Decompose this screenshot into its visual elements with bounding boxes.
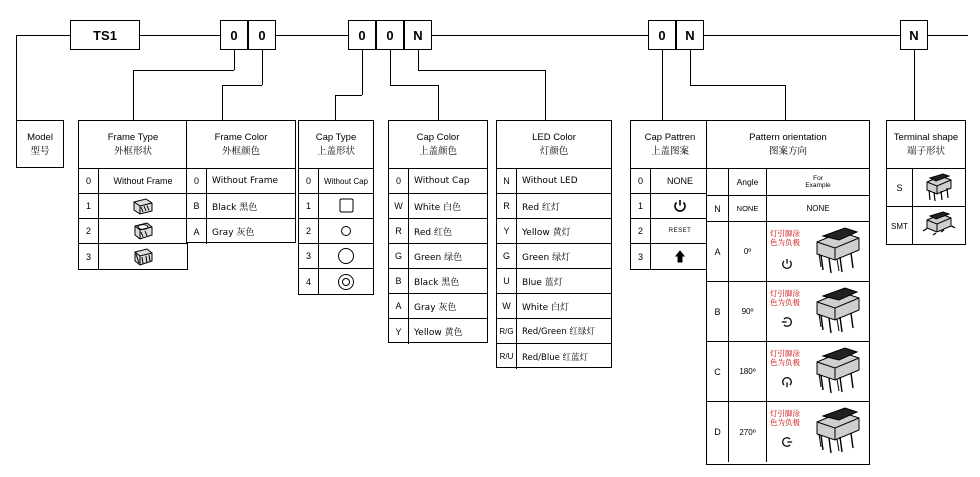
frame-type-header-en: Frame Type: [107, 132, 159, 143]
power-icon: [651, 194, 709, 218]
table-row: [497, 219, 611, 244]
connector-line: [418, 50, 419, 70]
frame-shape-1-icon: [99, 194, 187, 218]
table-frame-type: [78, 120, 188, 270]
row-code: B: [707, 282, 729, 341]
code-box-frame-type: [220, 20, 248, 50]
table-cap-color: [388, 120, 488, 343]
pattern-orientation-header-zh: 图案方向: [768, 146, 807, 157]
switch-photo: [807, 226, 867, 278]
row-angle: 90º: [729, 282, 767, 341]
table-row: [707, 342, 869, 402]
table-row: [497, 294, 611, 319]
table-row: [887, 207, 965, 245]
row-label: White 白色: [414, 202, 462, 213]
row-code: 4: [299, 269, 319, 294]
connector-line: [390, 85, 438, 86]
smt-terminal-icon: [913, 207, 965, 245]
arrow-up-icon: [651, 244, 709, 269]
row-code: N: [707, 196, 729, 221]
row-code: 1: [79, 194, 99, 218]
connector-line: [140, 35, 220, 36]
power-icon: [781, 376, 793, 388]
connector-line: [690, 50, 691, 85]
reset-label: RESET: [668, 228, 692, 234]
row-code: R: [389, 219, 409, 243]
row-label: Black 黑色: [414, 277, 460, 288]
row-code: N: [497, 169, 517, 193]
table-row: [389, 194, 487, 219]
table-led-color: [496, 120, 612, 368]
row-label: Gray 灰色: [414, 302, 457, 313]
table-row: [389, 269, 487, 294]
code-box-model-label: TS1: [93, 27, 117, 43]
row-label: Yellow 黄色: [414, 328, 463, 338]
power-icon: [781, 258, 793, 270]
row-code: 2: [79, 219, 99, 243]
model-header-en: Model: [27, 131, 53, 143]
row-code: D: [707, 402, 729, 462]
connector-line: [418, 70, 545, 71]
polarity-note: 灯引脚涂 色为负极: [770, 409, 800, 427]
power-icon: [781, 436, 793, 448]
connector-line: [785, 85, 786, 120]
cap-type-header-zh: 上盖形状: [316, 146, 355, 157]
table-row: [497, 344, 611, 369]
led-color-header-zh: 灯颜色: [539, 146, 569, 157]
row-example: [767, 342, 869, 401]
row-label: Red 红色: [414, 227, 452, 238]
code-box-model: [70, 20, 140, 50]
polarity-note: 灯引脚涂 色为负极: [770, 229, 800, 247]
table-row: [497, 244, 611, 269]
table-row: [497, 269, 611, 294]
connector-line: [133, 70, 134, 120]
row-code: A: [389, 294, 409, 318]
table-frame-color: [186, 120, 296, 243]
connector-line: [662, 50, 663, 120]
cap-type-header-en: Cap Type: [315, 132, 357, 143]
row-label: NONE: [666, 176, 693, 186]
table-row: [187, 194, 295, 219]
code-box-led-color-label: N: [413, 27, 423, 43]
cap-color-header-zh: 上盖颜色: [418, 146, 457, 157]
polarity-note: 灯引脚涂 色为负极: [770, 349, 800, 367]
row-code: C: [707, 342, 729, 401]
cap-small-circle-icon: [319, 219, 373, 243]
row-code: 2: [631, 219, 651, 243]
code-box-terminal-shape: [900, 20, 928, 50]
table-pattern-orientation: [706, 120, 870, 465]
connector-line: [222, 85, 262, 86]
code-box-terminal-shape-label: N: [909, 27, 919, 43]
row-label: Red/Blue 红蓝灯: [522, 352, 589, 363]
code-box-cap-type-label: 0: [358, 27, 366, 43]
row-label: Green 绿灯: [522, 252, 571, 263]
connector-line: [914, 50, 915, 120]
row-code: SMT: [887, 207, 913, 245]
pattern-orientation-header-en: Pattern orientation: [749, 132, 827, 143]
connector-line: [276, 35, 348, 36]
terminal-shape-header-en: Terminal shape: [893, 132, 959, 143]
row-example: [767, 222, 869, 281]
row-code: R/U: [497, 344, 517, 369]
row-angle: 0º: [729, 222, 767, 281]
cap-circle-icon: [319, 244, 373, 268]
row-angle: 180º: [729, 342, 767, 401]
table-row: [79, 244, 187, 269]
table-row: [707, 282, 869, 342]
row-label: Red 红灯: [522, 202, 560, 213]
row-label: Without Frame: [113, 176, 173, 186]
led-color-header-en: LED Color: [532, 132, 576, 143]
table-row: [79, 219, 187, 244]
polarity-note: 灯引脚涂 色为负极: [770, 289, 800, 307]
connector-line: [545, 70, 546, 120]
table-row: [299, 219, 373, 244]
table-row: [707, 196, 869, 222]
connector-line: [690, 85, 785, 86]
row-code: 0: [187, 169, 207, 193]
row-code: B: [389, 269, 409, 293]
row-code: 3: [299, 244, 319, 268]
table-row: [187, 219, 295, 244]
power-icon: [781, 316, 793, 328]
row-label: Black 黑色: [212, 202, 258, 213]
row-label: Without Cap: [414, 176, 470, 186]
row-code: G: [389, 244, 409, 268]
table-row: [389, 219, 487, 244]
code-box-frame-color-label: 0: [258, 27, 266, 43]
code-box-pattern-orientation-label: N: [685, 27, 695, 43]
connector-line: [335, 95, 336, 120]
table-row: [497, 194, 611, 219]
table-row: [707, 402, 869, 462]
row-example: NONE: [806, 204, 830, 213]
row-code: S: [887, 169, 913, 206]
col-header-angle: Angle: [729, 169, 767, 195]
code-box-frame-color: [248, 20, 276, 50]
cap-pattern-header-en: Cap Pattren: [644, 132, 696, 143]
switch-photo: [807, 346, 867, 398]
frame-shape-3-icon: [99, 244, 187, 269]
row-code: A: [187, 219, 207, 244]
connector-line: [262, 50, 263, 85]
code-box-frame-type-label: 0: [230, 27, 238, 43]
row-label: Without LED: [522, 176, 578, 186]
cap-pattern-header-zh: 上盖图案: [650, 146, 689, 157]
row-code: W: [389, 194, 409, 218]
table-row: [299, 244, 373, 269]
row-code: G: [497, 244, 517, 268]
table-terminal-shape: [886, 120, 966, 245]
row-code: 0: [299, 169, 319, 193]
table-row: [887, 169, 965, 207]
model-header-zh: 型号: [30, 145, 50, 157]
frame-type-header-zh: 外框形状: [113, 146, 152, 157]
terminal-shape-header-zh: 端子形状: [906, 146, 945, 157]
frame-color-header-zh: 外框颜色: [221, 146, 260, 157]
table-row: [707, 222, 869, 282]
code-box-cap-color-label: 0: [386, 27, 394, 43]
row-code: 0: [389, 169, 409, 193]
dip-terminal-icon: [913, 169, 965, 206]
cap-square-icon: [319, 194, 373, 218]
table-row: [631, 219, 709, 244]
code-box-cap-color: [376, 20, 404, 50]
row-code: B: [187, 194, 207, 218]
row-code: R/G: [497, 319, 517, 343]
connector-line: [16, 35, 70, 36]
connector-line: [362, 50, 363, 95]
code-box-cap-pattern-label: 0: [658, 27, 666, 43]
row-label: Without Cap: [323, 176, 369, 186]
row-code: 1: [299, 194, 319, 218]
row-label: Yellow 黄灯: [522, 227, 571, 238]
row-code: 0: [631, 169, 651, 193]
switch-photo: [807, 286, 867, 338]
connector-line: [16, 35, 17, 120]
table-row: [631, 194, 709, 219]
connector-line: [234, 50, 235, 70]
row-code: 3: [631, 244, 651, 269]
table-row: [389, 319, 487, 344]
col-header-code: [707, 169, 729, 195]
table-row: [497, 319, 611, 344]
table-row: [631, 169, 709, 194]
connector-line: [390, 50, 391, 85]
cap-color-header-en: Cap Color: [416, 132, 460, 143]
table-model: [16, 120, 64, 168]
table-row: [299, 169, 373, 194]
row-code: A: [707, 222, 729, 281]
table-row: [389, 244, 487, 269]
cap-ring-circle-icon: [319, 269, 373, 294]
switch-photo: [807, 406, 867, 458]
connector-line: [704, 35, 900, 36]
row-code: 2: [299, 219, 319, 243]
frame-color-header-en: Frame Color: [214, 132, 268, 143]
row-angle: NONE: [729, 196, 767, 221]
frame-shape-2-icon: [99, 219, 187, 243]
row-code: Y: [497, 219, 517, 243]
row-label: Red/Green 红绿灯: [522, 327, 595, 337]
table-cap-type: [298, 120, 374, 295]
connector-line: [133, 70, 234, 71]
connector-line: [335, 95, 362, 96]
row-code: 1: [631, 194, 651, 218]
connector-line: [432, 35, 648, 36]
row-code: Y: [389, 319, 409, 344]
table-cap-pattern: [630, 120, 710, 270]
table-row: [79, 194, 187, 219]
connector-line: [928, 35, 968, 36]
table-row: [79, 169, 187, 194]
table-row: [497, 169, 611, 194]
table-row: [299, 194, 373, 219]
row-code: W: [497, 294, 517, 318]
row-label: Green 绿色: [414, 252, 463, 263]
table-row: [389, 294, 487, 319]
row-code: 3: [79, 244, 99, 269]
code-box-led-color: [404, 20, 432, 50]
table-row: [631, 244, 709, 269]
row-label: Without Frame: [212, 176, 279, 186]
row-code: 0: [79, 169, 99, 193]
row-label: Gray 灰色: [212, 228, 255, 238]
connector-line: [222, 85, 223, 120]
row-angle: 270º: [729, 402, 767, 462]
row-example: [767, 402, 869, 462]
row-code: R: [497, 194, 517, 218]
row-code: U: [497, 269, 517, 293]
table-row: [299, 269, 373, 294]
col-header-example: For Example: [805, 174, 831, 189]
connector-line: [438, 85, 439, 120]
row-label: Blue 蓝灯: [522, 277, 563, 288]
row-label: White 白灯: [522, 302, 570, 313]
row-example: [767, 282, 869, 341]
code-box-cap-type: [348, 20, 376, 50]
table-row: [389, 169, 487, 194]
table-subheader-row: [707, 169, 869, 196]
code-box-cap-pattern: [648, 20, 676, 50]
table-row: [187, 169, 295, 194]
code-box-pattern-orientation: [676, 20, 704, 50]
